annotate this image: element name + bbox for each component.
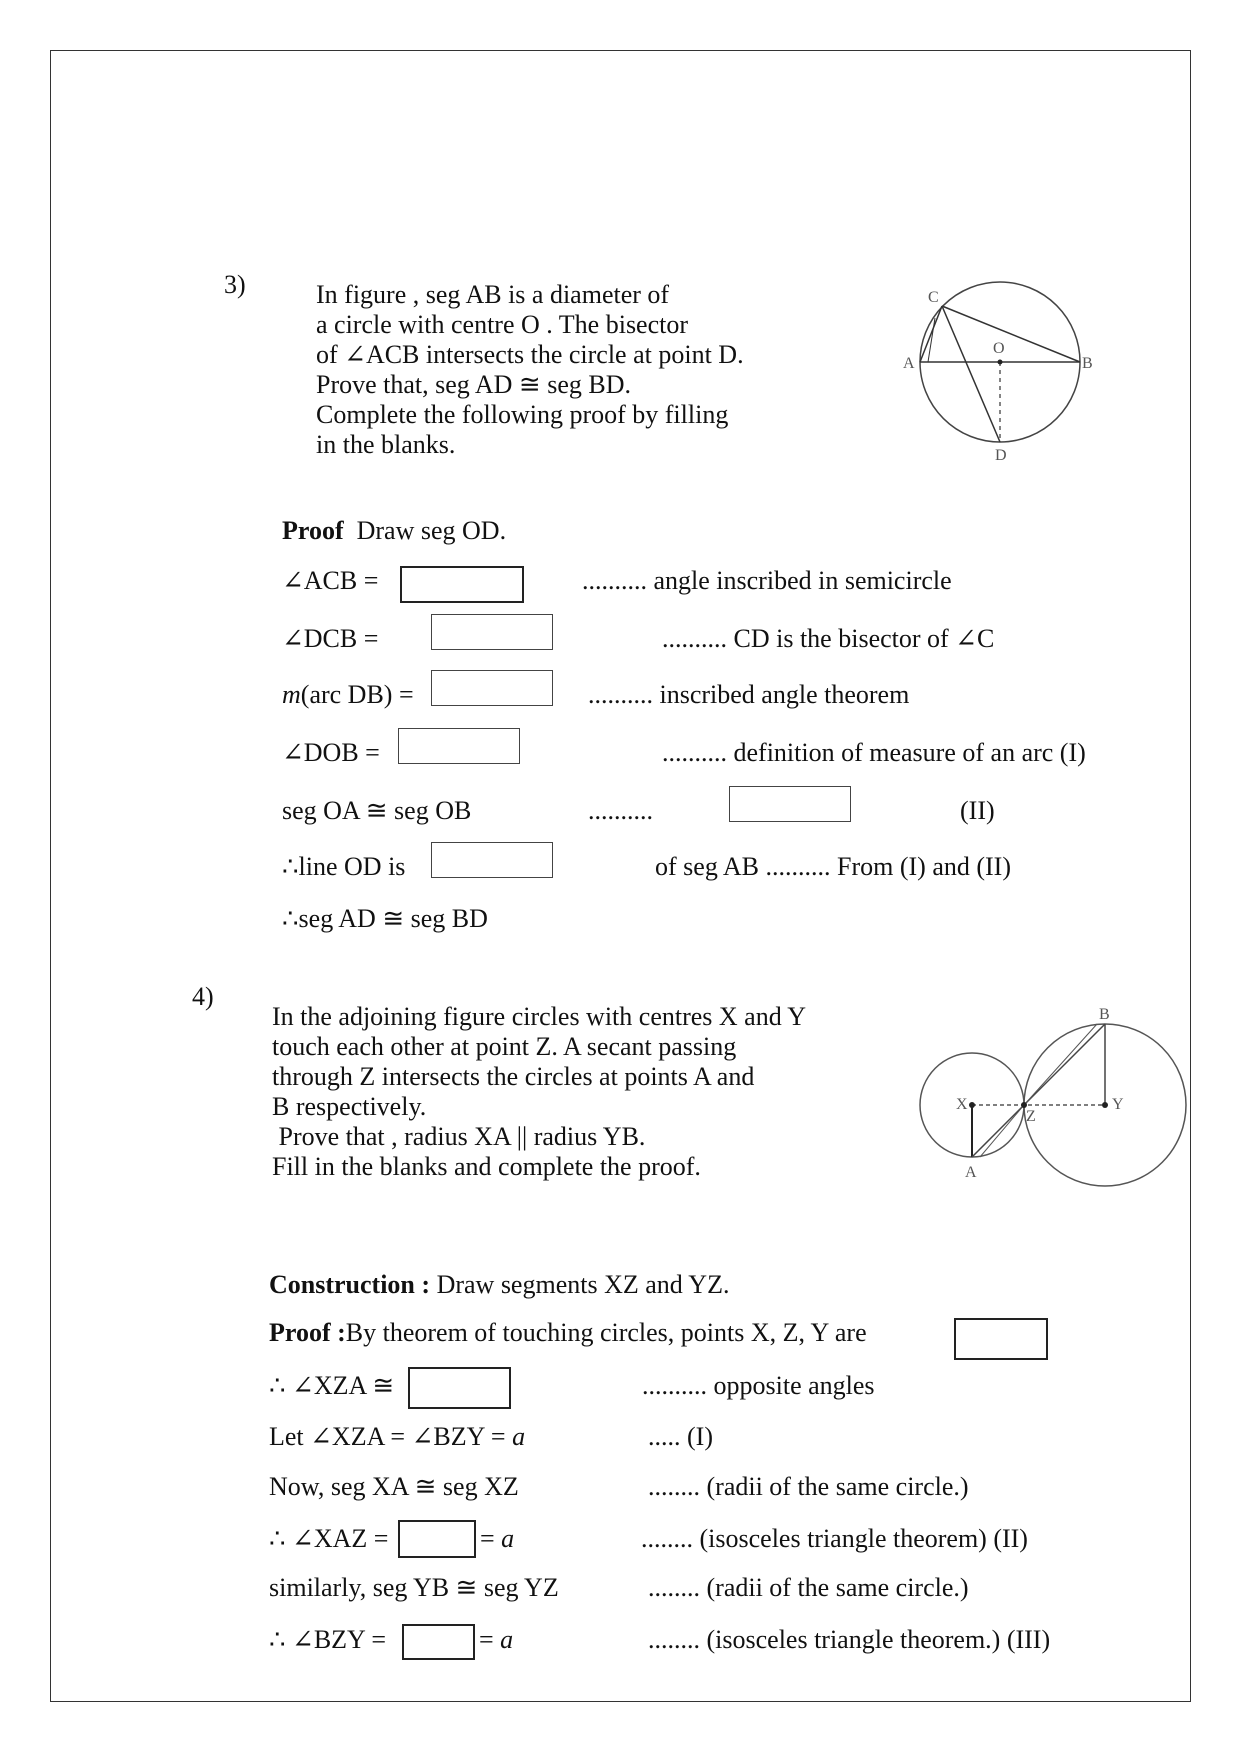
q4-label-x: X: [956, 1096, 968, 1113]
q3-number: 3): [224, 270, 246, 299]
q3-row-reason: .......... inscribed angle theorem: [588, 680, 910, 709]
q4-row-reason: ........ (isosceles triangle theorem.) (III): [648, 1625, 1051, 1654]
q3-conclusion: ∴seg AD ≅ seg BD: [282, 904, 488, 933]
q4-row-left: Let ∠XZA = ∠BZY =: [269, 1422, 506, 1451]
q4-row-left: ∴ ∠XAZ =: [269, 1524, 389, 1553]
q3-row-reason: of seg AB .......... From (I) and (II): [655, 852, 1011, 881]
q3-row-left: (arc DB) =: [300, 680, 414, 709]
q4-number: 4): [192, 982, 214, 1011]
q3-row-left-arc: [282, 680, 414, 710]
q3-row-left: seg OA ≅ seg OB: [282, 796, 472, 825]
q3-answer-box-od[interactable]: [431, 842, 553, 878]
q4-proof-line: [269, 1318, 867, 1348]
q3-statement-line: In figure , seg AB is a diameter of: [316, 280, 670, 309]
q4-statement-line: In the adjoining figure circles with centres X and Y: [272, 1002, 807, 1031]
q3-centre-point: [998, 360, 1003, 365]
q4-eq-sign: =: [479, 1625, 494, 1654]
q4-label-b: B: [1099, 1006, 1110, 1023]
q3-label-a: A: [903, 355, 915, 372]
q4-statement-line: through Z intersects the circles at points A and: [272, 1062, 755, 1091]
q4-var-a: a: [500, 1625, 514, 1654]
q4-answer-box-bzy[interactable]: [402, 1624, 475, 1660]
q3-row-left: ∠DOB =: [282, 738, 380, 767]
q4-touching-circles-figure: [905, 1005, 1205, 1195]
q4-statement-line: touch each other at point Z. A secant passing: [272, 1032, 737, 1061]
q4-row-eq: [480, 1524, 514, 1554]
q3-row-left: ∠DCB =: [282, 624, 379, 653]
q4-var-a: a: [501, 1524, 515, 1553]
q4-answer-box-collinear[interactable]: [954, 1318, 1048, 1360]
q3-proof-head: Proof: [282, 516, 344, 545]
q4-point-x: [969, 1102, 975, 1108]
q3-row-reason: .......... angle inscribed in semicircle: [582, 566, 952, 595]
q4-row-reason: .......... opposite angles: [642, 1371, 875, 1400]
q4-construction-head: Construction :: [269, 1270, 431, 1299]
q3-statement-line: a circle with centre O . The bisector: [316, 310, 689, 339]
q4-statement-line: Fill in the blanks and complete the proof.: [272, 1152, 701, 1181]
q4-proof-text: By theorem of touching circles, points X, Z, Y are: [345, 1318, 867, 1347]
q4-row-left: ∴ ∠BZY =: [269, 1625, 387, 1654]
q3-statement-line: Complete the following proof by filling: [316, 400, 729, 429]
q4-point-y: [1102, 1102, 1108, 1108]
q4-row-left: Now, seg XA ≅ seg XZ: [269, 1472, 519, 1501]
q4-proof-head: Proof :: [269, 1318, 346, 1347]
q4-answer-box-xaz[interactable]: [398, 1520, 476, 1558]
q3-label-d: D: [995, 447, 1007, 464]
q3-measure-m: m: [282, 680, 301, 709]
q3-label-b: B: [1082, 355, 1093, 372]
q4-row-reason: ........ (isosceles triangle theorem) (II): [641, 1524, 1028, 1553]
q3-answer-box-dob[interactable]: [398, 728, 520, 764]
q3-answer-box-acb[interactable]: [400, 566, 524, 603]
q3-statement-line: Prove that, seg AD ≅ seg BD.: [316, 370, 631, 399]
q4-row-reason: ........ (radii of the same circle.): [648, 1573, 969, 1602]
q4-eq-sign: =: [480, 1524, 495, 1553]
q4-statement-line: B respectively.: [272, 1092, 427, 1121]
q3-row-left: ∴line OD is: [282, 852, 406, 881]
q3-proof-intro: Draw seg OD.: [356, 516, 507, 545]
q3-row-dots: ..........: [588, 796, 653, 825]
q3-statement-line: of ∠ACB intersects the circle at point D.: [316, 340, 744, 369]
q3-statement-line: in the blanks.: [316, 430, 456, 459]
q3-row-reason: .......... definition of measure of an arc (I): [662, 738, 1086, 767]
q4-row-reason: ........ (radii of the same circle.): [648, 1472, 969, 1501]
q3-answer-box-reason[interactable]: [729, 786, 851, 822]
q3-row-tag: (II): [960, 796, 995, 825]
q4-label-y: Y: [1112, 1096, 1124, 1113]
q4-row-left: ∴ ∠XZA ≅: [269, 1371, 395, 1400]
q4-secant-ab: [972, 1024, 1105, 1157]
q4-statement: [272, 1002, 902, 1182]
q4-construction-line: [269, 1270, 729, 1300]
q3-proof-line: [282, 516, 506, 546]
q4-row-let: [269, 1422, 525, 1452]
q4-row-reason: ..... (I): [648, 1422, 713, 1451]
q4-answer-box-xza[interactable]: [408, 1367, 511, 1409]
q4-statement-line: Prove that , radius XA || radius YB.: [272, 1122, 646, 1151]
q3-circle-figure: [900, 280, 1100, 470]
q4-row-left: similarly, seg YB ≅ seg YZ: [269, 1573, 559, 1602]
q4-label-z: Z: [1026, 1108, 1036, 1125]
q4-var-a: a: [512, 1422, 526, 1451]
q3-label-o: O: [993, 340, 1005, 357]
q3-answer-box-dcb[interactable]: [431, 614, 553, 650]
q3-row-left: ∠ACB =: [282, 566, 379, 595]
q3-row-reason: .......... CD is the bisector of ∠C: [662, 624, 995, 653]
q4-construction-text: Draw segments XZ and YZ.: [436, 1270, 730, 1299]
q3-label-c: C: [928, 289, 939, 306]
q3-answer-box-arc-db[interactable]: [431, 670, 553, 706]
q4-row-eq: [479, 1625, 513, 1655]
q3-chord-ca: [920, 306, 942, 362]
q3-statement: [316, 280, 744, 460]
q4-label-a: A: [965, 1164, 977, 1181]
